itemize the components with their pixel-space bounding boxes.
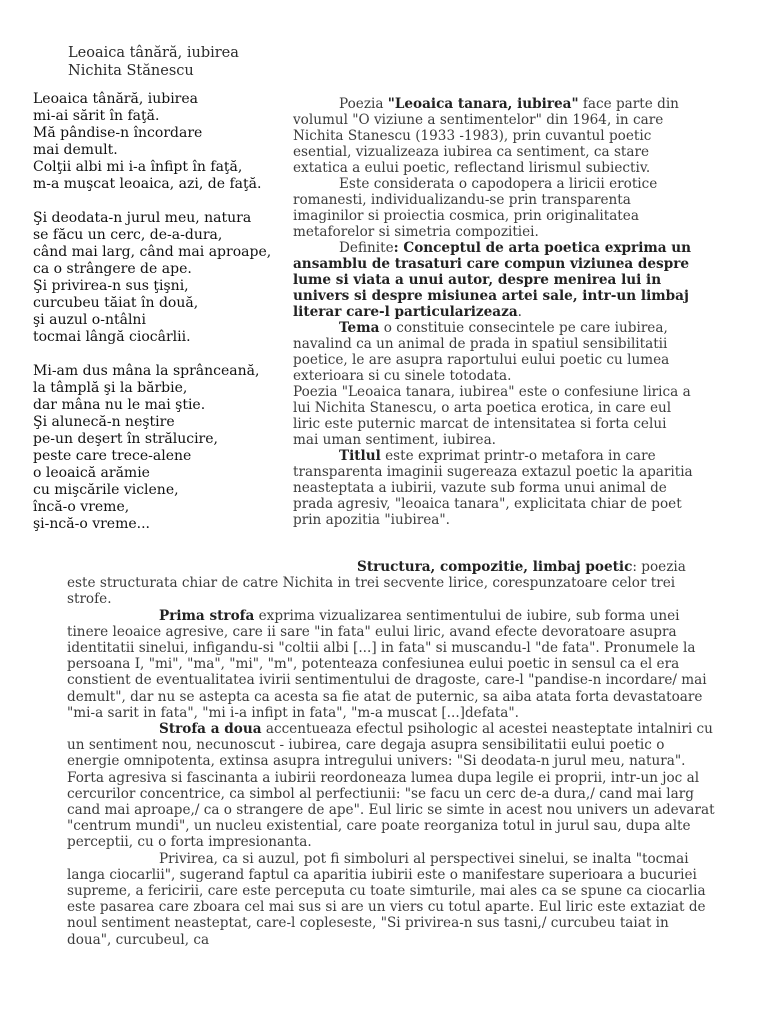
essay-paragraph-intro: [293, 96, 693, 176]
poem-line: când mai larg, când mai aproape,: [33, 244, 272, 260]
stanza-2: [33, 210, 283, 346]
poem-line: se făcu un cerc, de-a-dura,: [33, 227, 223, 243]
poem-line: dar mâna nu le mai ştie.: [33, 397, 206, 413]
essay-bold-second-stanza: Strofa a doua: [159, 721, 262, 738]
poem-line: Şi deodata-n jurul meu, natura: [33, 210, 252, 226]
poem-line: tocmai lângă ciocârlii.: [33, 329, 191, 345]
poem-line: mi-ai sărit în faţă.: [33, 108, 160, 124]
essay-paragraph-title: [293, 448, 693, 528]
essay-paragraph-masterpiece: Este considerata o capodopera a liricii erotice romanesti, individualizandu-se prin transparenta imaginilor si proiectia cosmica, prin originalitatea metaforelor si simetria compozitiei.: [293, 176, 658, 240]
essay-paragraph-first-stanza: [67, 608, 715, 721]
poem-line: pe-un deşert în strălucire,: [33, 431, 218, 447]
poem-line: Mi-am dus mâna la sprânceană,: [33, 363, 260, 379]
poem-text: [33, 91, 283, 550]
poem-line: peste care trece-alene: [33, 448, 192, 464]
essay-column: [293, 96, 693, 528]
essay-text: o constituie consecintele pe care iubirea, navalind ca un animal de prada in spatiul sensibilitatii poetice, le are asupra raportului eului poetic cu lumea exterioara si cu sinele totodata.: [293, 320, 670, 384]
poem-title: Leoaica tânără, iubirea: [68, 45, 239, 61]
poem-line: mai demult.: [33, 142, 118, 158]
essay-paragraph-structure: [67, 559, 715, 608]
poem-line: Colţii albi mi i-a înfipt în faţă,: [33, 159, 243, 175]
poem-line: Leoaica tânără, iubirea: [33, 91, 199, 107]
essay-text: : poezia este structurata chiar de catre Nichita in trei secvente lirice, corespunzatoare celor trei strofe.: [67, 559, 686, 608]
essay-bold-definition: : Conceptul de arta poetica exprima un ansamblu de trasaturi care compun viziunea despre lume si viata a unui autor, despre menirea lui in univers si despre misiunea artei sale, intr-un limbaj literar care-l particularizeaza: [293, 240, 692, 320]
poem-line: la tâmplă şi la bărbie,: [33, 380, 188, 396]
essay-bold-theme: Tema: [339, 320, 380, 336]
essay-text: exprima vizualizarea sentimentului de iubire, sub forma unei tinere leoaice agresive, care ii sare "in fata" eului liric, avand efecte devoratoare asupra identitatii sinelui, infigandu-si "coltii albi [...] in fata" si muscandu-l "de fata". Pronumele la persoana I, "mi", "ma", "mi", "m", potenteaza confesiunea eului poetic in sensul ca el era constient de eventualitatea ivirii sentimentului de dragoste, care-l "pandise-n incordare/ mai demult", dar nu se astepta ca acesta sa fie atat de puternic, sa aiba atata forta devastatoare "mi-a sarit in fata", "mi i-a infipt in fata", "m-a muscat [...]defata".: [67, 607, 707, 721]
essay-bold-first-stanza: Prima strofa: [159, 607, 255, 624]
essay-text: .: [517, 304, 522, 320]
essay-text: Definite: [339, 240, 394, 256]
stanza-1: [33, 91, 283, 193]
poem-line: m-a muşcat leoaica, azi, de faţă.: [33, 176, 262, 192]
essay-wide-column: [67, 559, 715, 948]
essay-paragraph-definition: [293, 240, 693, 320]
poem-author: Nichita Stănescu: [68, 63, 194, 79]
poem-header: [68, 44, 239, 80]
essay-paragraph-confession: Poezia "Leoaica tanara, iubirea" este o confesiune lirica a lui Nichita Stanescu, o arta poetica erotica, in care eul liric este puternic marcat de intensitatea si forta celui mai uman sentiment, iubirea.: [293, 384, 691, 448]
essay-text: accentueaza efectul psihologic al acestei neasteptate intalniri cu un sentiment nou, necunoscut - iubirea, care degaja asupra sensibilitatii eului poetic o energie omnipotenta, extinsa asupra intregului univers: "Si deodata-n jurul meu, natura". Forta agresiva si fascinanta a iubirii reordoneaza lumea dupa legile ei proprii, intr-un joc al cercurilor concentrice, ca simbol al perfectiunii: "se facu un cerc de-a dura,/ cand mai larg cand mai aproape,/ ca o strangere de ape". Eul liric se simte in acest nou univers un adevarat "centrum mundi", un nucleu existential, care poate reorganiza totul in jurul sau, dupa alte perceptii, cu o forta impresionanta.: [67, 721, 715, 851]
poem-line: Şi alunecă-n neştire: [33, 414, 175, 430]
essay-paragraph-second-stanza: [67, 721, 715, 851]
essay-text: este exprimat printr-o metafora in care transparenta imaginii sugereaza extazul poetic la aparitia neasteptata a iubirii, vazute sub forma unui animal de prada agresiv, "leoaica tanara", explicitata chiar de poet prin apozitia "iubirea".: [293, 448, 693, 528]
essay-paragraph-gaze: Privirea, ca si auzul, pot fi simboluri al perspectivei sinelui, se inalta "tocmai langa ciocarlii", sugerand faptul ca aparitia iubirii este o manifestare superioara a bucuriei supreme, a fericirii, care este perceputa cu toate simturile, mai ales ca se spune ca ciocarlia este pasarea care zboara cel mai sus si are un viers cu totul aparte. Eul liric este extaziat de noul sentiment neasteptat, care-l copleseste, "Si privirea-n sus tasni,/ curcubeu taiat in doua", curcubeul, ca: [67, 850, 706, 948]
essay-text: Poezia: [339, 96, 388, 112]
poem-line: şi-ncă-o vreme...: [33, 516, 151, 532]
essay-text: face parte din volumul "O viziune a sentimentelor" din 1964, in care Nichita Stanescu (1933 -1983), prin cuvantul poetic esential, vizualizeaza iubirea ca sentiment, ca stare extatica a eului poetic, reflectand lirismul subiectiv.: [293, 96, 679, 176]
poem-line: încă-o vreme,: [33, 499, 130, 515]
poem-line: Mă pândise-n încordare: [33, 125, 203, 141]
poem-line: curcubeu tăiat în două,: [33, 295, 199, 311]
stanza-3: [33, 363, 283, 533]
poem-line: şi auzul o-ntâlni: [33, 312, 146, 328]
poem-line: ca o strângere de ape.: [33, 261, 192, 277]
essay-bold-title-label: Titlul: [339, 448, 381, 464]
poem-line: o leoaică arămie: [33, 465, 150, 481]
essay-bold-title: "Leoaica tanara, iubirea": [387, 96, 579, 112]
poem-line: Şi privirea-n sus ţişni,: [33, 278, 189, 294]
poem-line: cu mişcările viclene,: [33, 482, 179, 498]
essay-bold-structure: Structura, compozitie, limbaj poetic: [357, 559, 633, 575]
essay-paragraph-theme: [293, 320, 693, 384]
